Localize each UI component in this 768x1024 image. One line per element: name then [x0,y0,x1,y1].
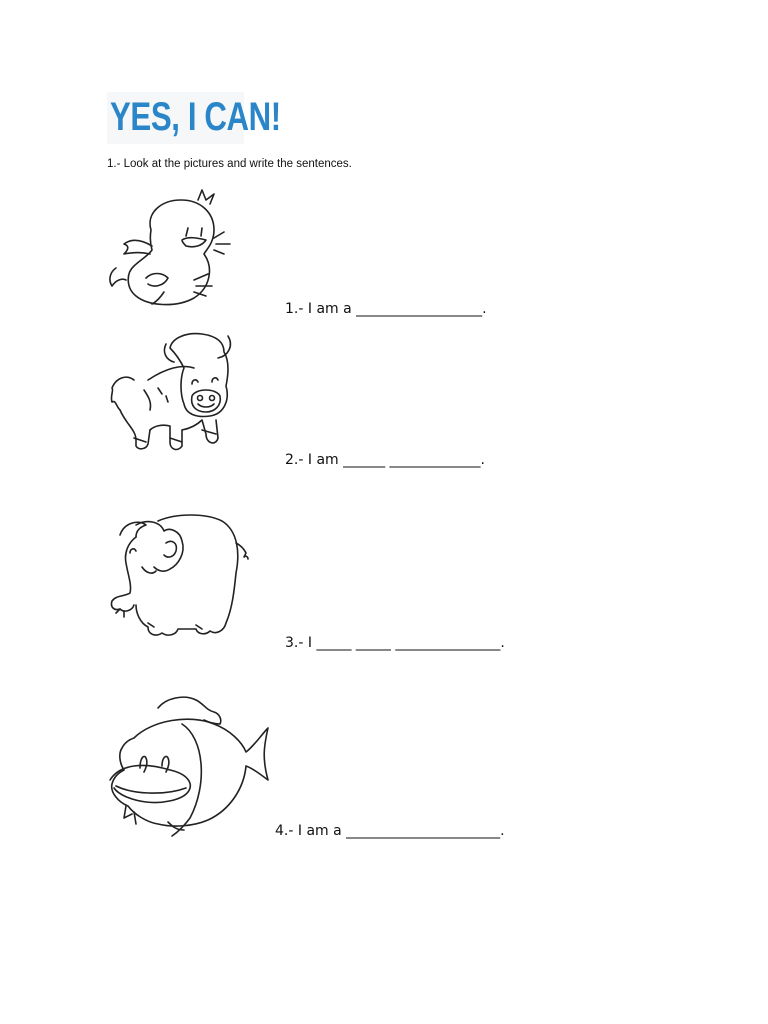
chick-picture [106,188,236,310]
buffalo-picture [106,330,238,460]
page-title: YES, I CAN! [110,95,281,139]
elephant-picture [106,513,251,641]
fish-picture [104,694,276,838]
sentence-2: 2.- I am ______ _____________. [285,452,486,468]
exercise-instruction: 1.- Look at the pictures and write the sentences. [107,158,352,170]
sentence-4: 4.- I am a ______________________. [275,823,505,839]
sentence-3: 3.- I _____ _____ _______________. [285,635,505,651]
sentence-1: 1.- I am a __________________. [285,301,487,317]
